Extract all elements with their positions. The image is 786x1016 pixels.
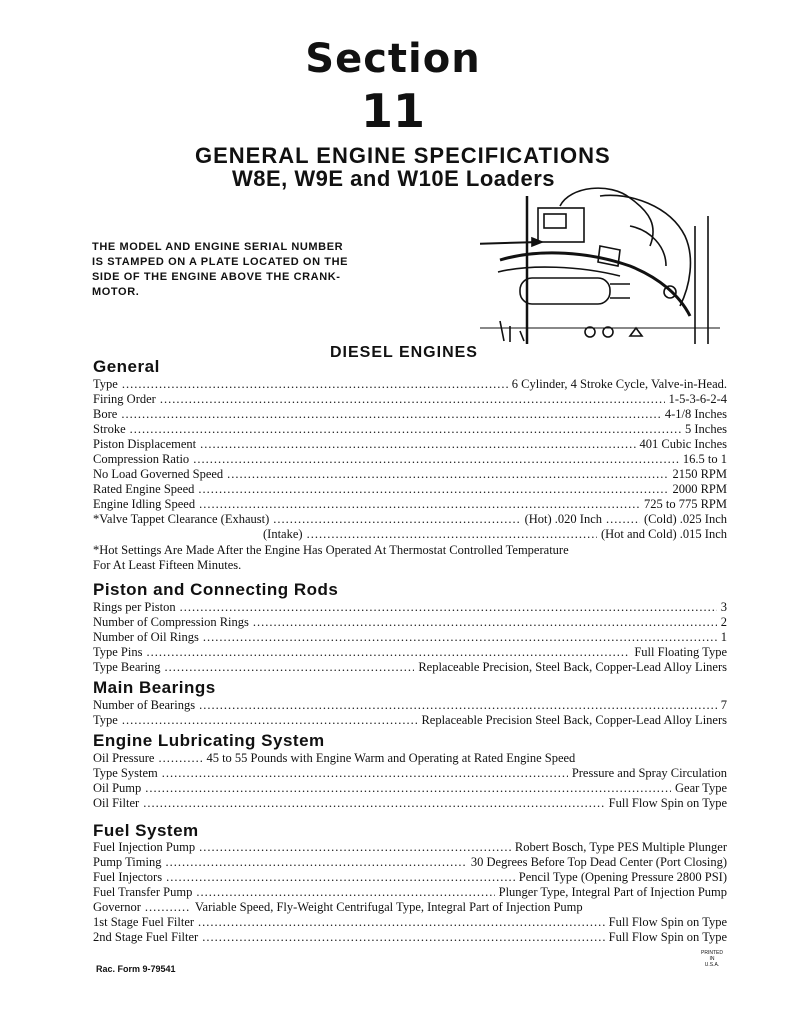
spec-row-oil-pump: Oil Pump ..... Gear Type [93,781,727,796]
spec-row-first-filter: 1st Stage Fuel Filter ..... Full Flow Spin on Type [93,915,727,930]
spec-row-rated-speed: Rated Engine Speed ..... 2000 RPM [93,482,727,497]
spec-row-injection-pump: Fuel Injection Pump ..... Robert Bosch, Type PES Multiple Plunger [93,840,727,855]
form-number: Rac. Form 9-79541 [96,964,176,974]
spec-row-valve-exhaust: *Valve Tappet Clearance (Exhaust) ..... (Hot) .020 Inch ..... (Cold) .025 Inch [93,512,727,527]
spec-row-pump-timing: Pump Timing ..... 30 Degrees Before Top Dead Center (Port Closing) [93,855,727,870]
general-heading: General [93,357,160,376]
spec-row-idling-speed: Engine Idling Speed ..... 725 to 775 RPM [93,497,727,512]
section-number: 11 [360,84,425,138]
page-subtitle: W8E, W9E and W10E Loaders [232,166,556,191]
section-label: Section [305,36,481,82]
hot-settings-note-cont: For At Least Fifteen Minutes. [93,558,242,572]
spec-row-bearing-type: Type ..... Replaceable Precision Steel Back, Copper-Lead Alloy Liners [93,713,727,728]
spec-row-oil-pressure: Oil Pressure ..... 45 to 55 Pounds with Engine Warm and Operating at Rated Engine Speed [93,751,727,766]
spec-row-type-bearing: Type Bearing ..... Replaceable Precision, Steel Back, Copper-Lead Alloy Liners [93,660,727,675]
spec-row-fuel-injectors: Fuel Injectors ..... Pencil Type (Opening Pressure 2800 PSI) [93,870,727,885]
spec-row-second-filter: 2nd Stage Fuel Filter ..... Full Flow Spin on Type [93,930,727,945]
spec-row-governor: Governor ..... Variable Speed, Fly-Weight Centrifugal Type, Integral Part of Injection Pump [93,900,727,915]
serial-number-note: THE MODEL AND ENGINE SERIAL NUMBER IS STAMPED ON A PLATE LOCATED ON THE SIDE OF THE ENGINE ABOVE THE CRANK- MOTOR. [92,241,349,298]
main-bearings-heading: Main Bearings [93,678,216,697]
spec-row-oil-filter: Oil Filter ..... Full Flow Spin on Type [93,796,727,811]
piston-heading: Piston and Connecting Rods [93,580,339,599]
diesel-engines-heading: DIESEL ENGINES [330,344,478,361]
lubrication-heading: Engine Lubricating System [93,731,325,750]
spec-row-type-system: Type System ..... Pressure and Spray Circulation [93,766,727,781]
spec-row-type-pins: Type Pins ..... Full Floating Type [93,645,727,660]
spec-row-firing-order: Firing Order ..... 1-5-3-6-2-4 [93,392,727,407]
hot-settings-note: *Hot Settings Are Made After the Engine Has Operated At Thermostat Controlled Temperature [93,543,569,557]
spec-row-compression: Compression Ratio ..... 16.5 to 1 [93,452,727,467]
page-title: GENERAL ENGINE SPECIFICATIONS [195,143,611,168]
engine-illustration [480,186,720,344]
printed-stamp: PRINTED IN U.S.A. [701,950,723,968]
spec-row-governed-speed: No Load Governed Speed ..... 2150 RPM [93,467,727,482]
spec-row-bore: Bore ..... 4-1/8 Inches [93,407,727,422]
spec-row-valve-intake: (Intake) ..... (Hot and Cold) .015 Inch [93,527,727,542]
spec-row-oil-rings: Number of Oil Rings ..... 1 [93,630,727,645]
spec-row-displacement: Piston Displacement ..... 401 Cubic Inches [93,437,727,452]
spec-row-compression-rings: Number of Compression Rings ..... 2 [93,615,727,630]
spec-row-stroke: Stroke ..... 5 Inches [93,422,727,437]
spec-row-rings-per-piston: Rings per Piston ..... 3 [93,600,727,615]
fuel-heading: Fuel System [93,821,199,840]
spec-row-type: Type ..... 6 Cylinder, 4 Stroke Cycle, Valve-in-Head. [93,377,727,392]
spec-row-transfer-pump: Fuel Transfer Pump ..... Plunger Type, Integral Part of Injection Pump [93,885,727,900]
spec-row-number-bearings: Number of Bearings ..... 7 [93,698,727,713]
